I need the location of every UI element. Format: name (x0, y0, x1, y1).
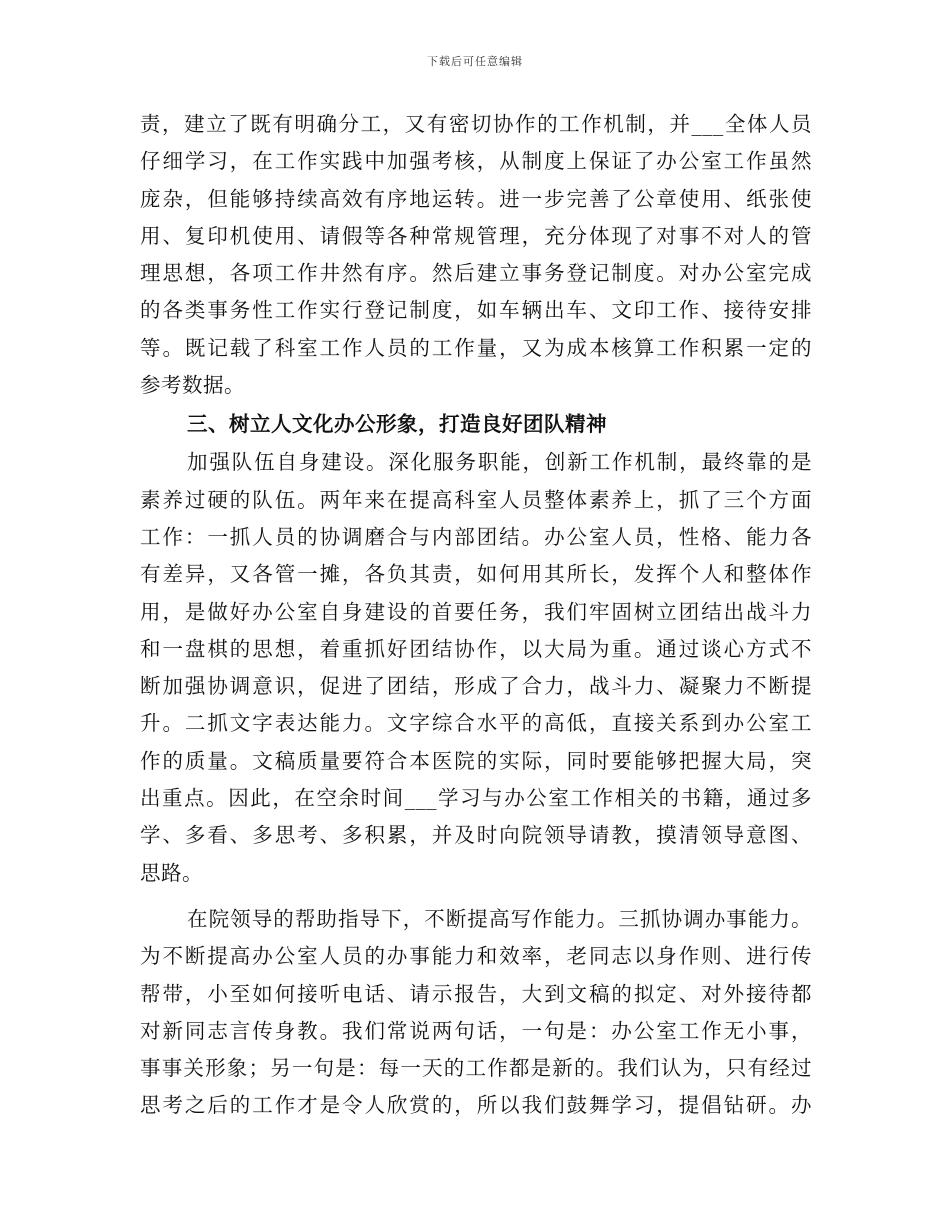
text-line: 责，建立了既有明确分工，又有密切协作的工作机制，并___全体人员 (140, 112, 812, 136)
text-line: 出重点。因此，在空余时间___学习与办公室工作相关的书籍，通过多 (140, 786, 812, 811)
section-heading: 三、树立人文化办公形象，打造良好团队精神 (187, 412, 607, 437)
paragraph-gap (140, 892, 812, 901)
text-line: 加强队伍自身建设。深化服务职能，创新工作机制，最终靠的是 (187, 450, 812, 475)
text-line: 作的质量。文稿质量要符合本医院的实际，同时要能够把握大局，突 (140, 748, 812, 773)
text-line: 庞杂，但能够持续高效有序地运转。进一步完善了公章使用、纸张使 (140, 186, 812, 211)
text-line: 事事关形象；另一句是：每一天的工作都是新的。我们认为，只有经过 (140, 1056, 812, 1081)
text-line: 升。二抓文字表达能力。文字综合水平的高低，直接关系到办公室工 (140, 711, 812, 736)
text-line: 和一盘棋的思想，着重抓好团结协作，以大局为重。通过谈心方式不 (140, 636, 812, 661)
document-body (140, 106, 812, 1125)
text-line: 思考之后的工作才是令人欣赏的，所以我们鼓舞学习，提倡钻研。办 (140, 1093, 812, 1118)
page-header: 下载后可任意编辑 (427, 55, 523, 68)
text-line: 的各类事务性工作实行登记制度，如车辆出车、文印工作、接待安排 (140, 298, 812, 323)
paragraph (140, 106, 812, 404)
text-line: 参考数据。 (140, 373, 245, 398)
text-line: 用、复印机使用、请假等各种常规管理，充分体现了对事不对人的管 (140, 223, 812, 248)
text-line: 学、多看、多思考、多积累，并及时向院领导请教，摸清领导意图、 (140, 823, 812, 848)
text-line: 等。既记载了科室工作人员的工作量，又为成本核算工作积累一定的 (140, 335, 812, 360)
paragraph (140, 901, 812, 1125)
paragraph (140, 444, 812, 892)
text-line: 对新同志言传身教。我们常说两句话，一句是：办公室工作无小事， (140, 1018, 812, 1043)
text-line: 为不断提高办公室人员的办事能力和效率，老同志以身作则、进行传 (140, 944, 812, 969)
text-line: 断加强协调意识，促进了团结，形成了合力，战斗力、凝聚力不断提 (140, 674, 812, 699)
text-line: 仔细学习，在工作实践中加强考核，从制度上保证了办公室工作虽然 (140, 149, 812, 174)
text-line: 帮带，小至如何接听电话、请示报告，大到文稿的拟定、对外接待都 (140, 981, 812, 1006)
text-line: 理思想，各项工作井然有序。然后建立事务登记制度。对办公室完成 (140, 261, 812, 286)
text-line: 思路。 (140, 860, 203, 885)
text-line: 在院领导的帮助指导下，不断提高写作能力。三抓协调办事能力。 (187, 906, 812, 931)
text-line: 素养过硬的队伍。两年来在提高科室人员整体素养上，抓了三个方面 (140, 487, 812, 512)
text-line: 有差异，又各管一摊，各负其责，如何用其所长，发挥个人和整体作 (140, 562, 812, 587)
text-line: 用，是做好办公室自身建设的首要任务，我们牢固树立团结出战斗力 (140, 599, 812, 624)
text-line: 工作：一抓人员的协调磨合与内部团结。办公室人员，性格、能力各 (140, 524, 812, 549)
